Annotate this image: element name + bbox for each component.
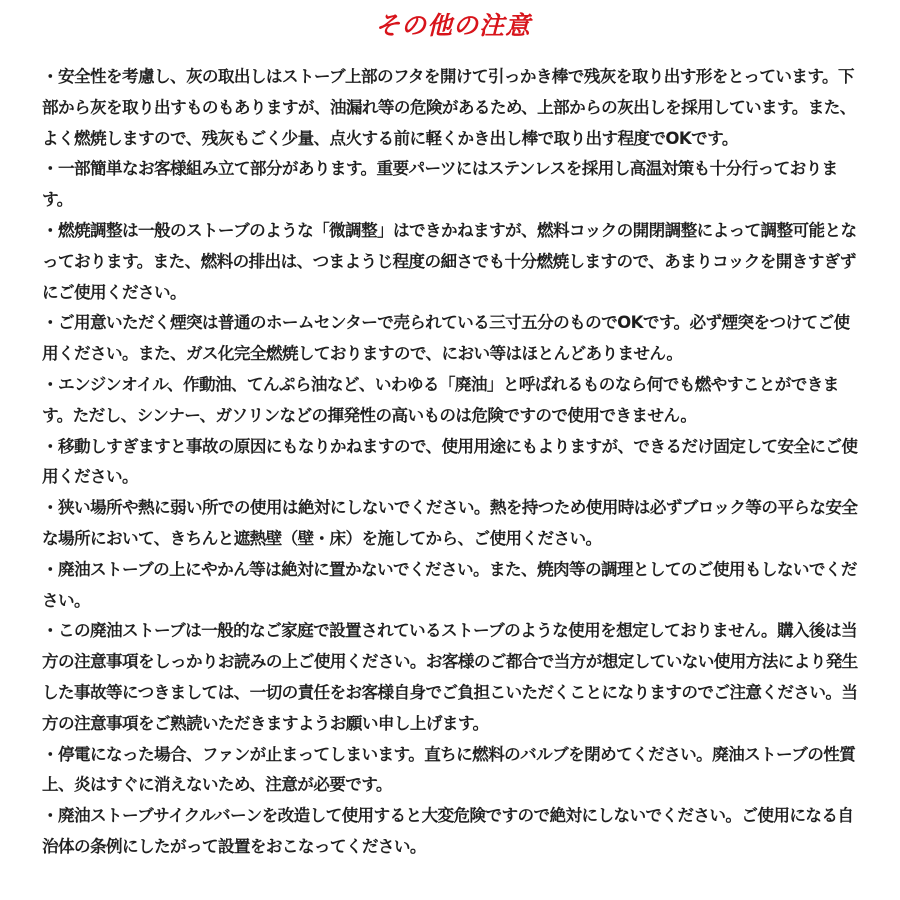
note-item: ・安全性を考慮し、灰の取出しはストーブ上部のフタを開けて引っかき棒で残灰を取り出す形をとっています。下部から灰を取り出すものもありますが、油漏れ等の危険があるため、上部からの灰出しを採用しています。また、よく燃焼しますので、残灰もごく少量、点火する前に軽くかき出し棒で取り出す程度でOKです。 [42,67,856,148]
note-item: ・狭い場所や熱に弱い所での使用は絶対にしないでください。熱を持つため使用時は必ずブロック等の平らな安全な場所において、きちんと遮熱壁（壁・床）を施してから、ご使用ください。 [42,498,858,548]
note-item: ・一部簡単なお客様組み立て部分があります。重要パーツにはステンレスを採用し高温対策も十分行っております。 [42,159,838,210]
note-item: ・停電になった場合、ファンが止まってしまいます。直ちに燃料のバルブを閉めてください。廃油ストーブの性質上、炎はすぐに消えないため、注意が必要です。 [42,744,856,795]
note-item: ・この廃油ストーブは一般的なご家庭で設置されているストーブのような使用を想定しておりません。購入後は当方の注意事項をしっかりお読みの上ご使用ください。お客様のご都合で当方が想定していない使用方法により発生した事故等につきましては、一切の責任をお客様自身でご負担こいただくことになりますのでご注意ください。当方の注意事項をご熟読いただきますようお願い申し上げます。 [42,621,858,733]
note-item: ・ご用意いただく煙突は普通のホームセンターで売られている三寸五分のものでOKです。必ず煙突をつけてご使用ください。また、ガス化完全燃焼しておりますので、におい等はほとんどありません。 [42,313,850,364]
page-title: その他の注意 [374,11,531,40]
note-item: ・廃油ストーブの上にやかん等は絶対に置かないでください。また、焼肉等の調理としてのご使用もしないでください。 [42,559,857,610]
notes-list [42,62,864,863]
note-item: ・燃焼調整は一般のストーブのような「微調整」はできかねますが、燃料コックの開閉調整によって調整可能となっております。また、燃料の排出は、つまようじ程度の細さでも十分燃焼しますので、あまりコックを開きすぎずにご使用ください。 [42,220,857,302]
note-item: ・エンジンオイル、作動油、てんぷら油など、いわゆる「廃油」と呼ばれるものなら何でも燃やすことができます。ただし、シンナー、ガソリンなどの揮発性の高いものは危険ですので使用できません。 [42,374,839,425]
note-item: ・移動しすぎますと事故の原因にもなりかねますので、使用用途にもよりますが、できるだけ固定して安全にご使用ください。 [42,436,858,487]
note-item: ・廃油ストーブサイクルバーンを改造して使用すると大変危険ですので絶対にしないでください。ご使用になる自治体の条例にしたがって設置をおこなってください。 [42,806,854,856]
